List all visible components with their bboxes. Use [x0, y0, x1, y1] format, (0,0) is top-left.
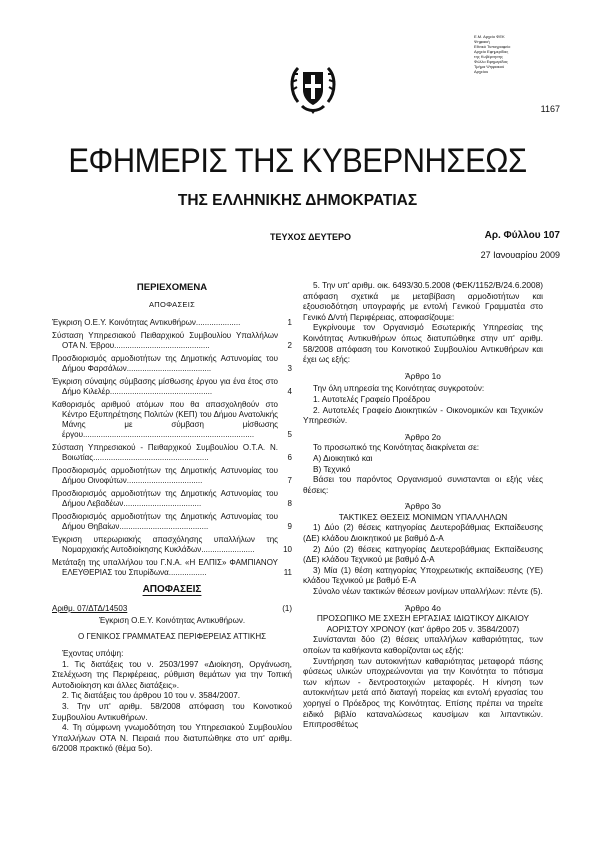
decision-authority: Ο ΓΕΝΙΚΟΣ ΓΡΑΜΜΑΤΕΑΣ ΠΕΡΙΦΕΡΕΙΑΣ ΑΤΤΙΚΗΣ: [77, 632, 267, 641]
paragraph: Β) Τεχνικό: [313, 463, 351, 474]
paragraph: Εγκρίνουμε τον Οργανισμό Εσωτερικής Υπηρεσίας της Κοινότητας Αντικυθήρων όπως διατυπώθηκε στην υπ' αριθμ. 58/2008 απόφαση του Κοινοτικού Συμβουλίου Αντικυθήρων και έχει ως εξής:: [303, 322, 543, 365]
sheet-number-line: [460, 230, 560, 241]
contents-list: [52, 318, 292, 581]
archive-stamp: [474, 34, 534, 74]
paragraph: 1. Αυτοτελές Γραφείο Προέδρου: [313, 393, 431, 404]
article-title: Άρθρο 2ο: [405, 431, 441, 442]
contents-item[interactable]: [52, 535, 292, 555]
paragraph: Το προσωπικό της Κοινότητας διακρίνεται σε:: [313, 442, 480, 453]
stamp-line: Τμήμα Ψηφιακού: [474, 64, 505, 69]
contents-item-page: 10: [283, 545, 292, 554]
paragraph: 4. Τη σύμφωνη γνωμοδότηση του Υπηρεσιακού Συμβουλίου Υπαλλήλων ΟΤΑ Ν. Πειραιά που διατυπώθηκε στο υπ' αριθμ. 6/2008 πρακτικό (θέμα 5ο).: [52, 722, 292, 754]
paragraph: 2. Αυτοτελές Γραφείο Διοικητικών - Οικονομικών και Τεχνικών Υπηρεσιών.: [303, 404, 543, 426]
masthead-subtitle: ΤΗΣ ΕΛΛΗΝΙΚΗΣ ΔΗΜΟΚΡΑΤΙΑΣ: [177, 192, 418, 209]
paragraph: 1) Δύο (2) θέσεις κατηγορίας Δευτεροβάθμιας Εκπαίδευσης (ΔΕ) κλάδου Διοικητικού με βαθμό Δ-Α: [303, 522, 543, 544]
stamp-line: Αρχείο Εφημερίδας: [474, 49, 509, 54]
paragraph: 1. Τις διατάξεις του ν. 2503/1997 «Διοίκηση, Οργάνωση, Στελέχωση της Περιφέρειας, ρύθμιση θεμάτων για την Τοπική Αυτοδιοίκηση και άλλες διατάξεις».: [52, 658, 292, 690]
paragraph: 2) Δύο (2) θέσεις κατηγορίας Δευτεροβάθμιας Εκπαίδευσης (ΔΕ) κλάδου Τεχνικού με βαθμό Δ-Α: [303, 543, 543, 565]
sheet-label: Αρ. Φύλλου: [484, 230, 541, 241]
contents-item[interactable]: [52, 443, 292, 463]
decision-number-line: [52, 604, 292, 614]
decision-number: Αριθμ. 07/ΔΤΔ/14503: [52, 604, 128, 613]
paragraph: Συνίστανται δύο (2) θέσεις υπαλλήλων καθαριότητας, των οποίων τα καθήκοντα καθορίζονται ως εξής:: [303, 634, 543, 655]
stamp-line: Ψηφιακή: [474, 39, 490, 44]
contents-item-page: 2: [287, 341, 292, 350]
decision-body-left: [52, 648, 292, 754]
stamp-line: Φύλλο Εφημερίδας: [474, 59, 508, 64]
issue-series: ΤΕΥΧΟΣ ΔΕΥΤΕΡΟ: [270, 232, 352, 242]
having-regard: Έχοντας υπόψη:: [62, 648, 124, 658]
contents-item-page: 9: [287, 522, 292, 531]
article-title: Άρθρο 1ο: [405, 370, 441, 381]
contents-item-text: Καθορισμός αριθμού ατόμων που θα απασχοληθούν στο Κέντρο Εξυπηρέτησης Πολιτών (ΚΕΠ) του Δήμου Ανατολικής Μάνης με σύμβαση μίσθωσης έργου.............................................................................: [52, 400, 278, 439]
article-title: Άρθρο 3ο: [405, 501, 441, 512]
article-title: Άρθρο 4ο: [405, 602, 441, 613]
decisions-heading: ΑΠΟΦΑΣΕΙΣ: [142, 584, 202, 595]
contents-subheading: ΑΠΟΦΑΣΕΙΣ: [148, 300, 196, 309]
contents-item[interactable]: [52, 489, 292, 509]
masthead-title: ΕΦΗΜΕΡΙΣ ΤΗΣ ΚΥΒΕΡΝΗΣΕΩΣ: [68, 140, 527, 181]
contents-item-text: Έγκριση σύναψης σύμβασης μίσθωσης έργου για ένα έτος στο Δήμο Κιλελέρ..............................................: [52, 377, 278, 396]
contents-item-text: Προσδιορισμός αρμοδιοτήτων της Δημοτικής Αστυνομίας του Δήμου Φαρσάλων......................................: [52, 354, 278, 373]
contents-item-text: Σύσταση Υπηρεσιακού - Πειθαρχικού Συμβουλίου Ο.Τ.Α. Ν. Βοιωτίας....................................................: [52, 443, 278, 462]
stamp-line: Ε.Μ. Αρχείο ΦΕΚ: [474, 34, 505, 39]
contents-item-text: Σύσταση Υπηρεσιακού Πειθαρχικού Συμβουλίου Υπαλλήλων ΟΤΑ Ν. Έβρου...........................................: [52, 331, 278, 350]
decision-title: Έγκριση Ο.Ε.Υ. Κοινότητας Αντικυθήρων.: [98, 616, 246, 625]
issue-date: 27 Ιανουαρίου 2009: [480, 250, 560, 260]
contents-item-page: 4: [287, 387, 292, 396]
contents-item-text: Προσδιορισμός αρμοδιοτήτων της Δημοτικής Αστυνομίας του Δήμου Λεβαδέων...................................: [52, 489, 278, 508]
paragraph: 5. Την υπ' αριθμ. οικ. 6493/30.5.2008 (ΦΕΚ/1152/Β/24.6.2008) απόφαση σχετικά με μεταβίβαση αρμοδιοτήτων και εξουσιοδότηση υπογραφής με εντολή Γενικού Γραμματέα στο Γενικό Δ/ντή Περιφέρειας, αποφασίζουμε:: [303, 280, 543, 322]
article-subtitle: ΤΑΚΤΙΚΕΣ ΘΕΣΕΙΣ ΜΟΝΙΜΩΝ ΥΠΑΛΛΗΛΩΝ: [338, 511, 508, 522]
decision-marker: (1): [282, 604, 292, 613]
contents-item-page: 3: [287, 364, 292, 373]
contents-item[interactable]: [52, 512, 292, 532]
contents-item[interactable]: [52, 400, 292, 440]
contents-item-text: Έγκριση Ο.Ε.Υ. Κοινότητας Αντικυθήρων....................: [52, 318, 241, 327]
sheet-number: 107: [543, 230, 560, 241]
contents-item-page: 8: [287, 499, 292, 508]
stamp-line: Εθνικό Τυπογραφείο: [474, 44, 511, 49]
paragraph: Βάσει του παρόντος Οργανισμού συνιστανται οι εξής νέες θέσεις:: [303, 474, 543, 495]
paragraph: Συντήρηση των αυτοκινήτων καθαριότητας μεταφορά πάσης φύσεως υλικών υποχρεώνονται για την Κοινότητα το πότισμα των κήπων - δεντροστοιχιών μεταφορές. Η κίνηση των αυτοκινήτων μετά από διαταγή πορείας και εντολή εργασίας του χορηγεί ο Πρόεδρος της Κοινότητας. Επίσης πρέπει να τηρείτε ειδικό βιβλίο καταναλώσεως καυσίμων και λιπαντικών. Επιπροσθέτως: [303, 655, 543, 730]
coat-of-arms-icon: [288, 62, 338, 120]
contents-item[interactable]: [52, 354, 292, 374]
contents-item-text: Προσδιορισμός αρμοδιοτήτων της Δημοτικής Αστυνομίας του Δήμου Θηβαίων........................................: [52, 512, 278, 531]
paragraph: Α) Διοικητικό και: [313, 452, 373, 463]
contents-item-text: Μετάταξη της υπαλλήλου του Γ.Ν.Α. «Η ΕΛΠΙΣ» ΦΑΜΠΙΑΝΟΥ ΕΛΕΥΘΕΡΙΑΣ του Σπυρίδωνα.................: [52, 558, 278, 577]
contents-item[interactable]: [52, 466, 292, 486]
contents-item-page: 11: [283, 568, 292, 577]
stamp-line: Αρχείου: [474, 69, 489, 74]
paragraph: Σύνολο νέων τακτικών θέσεων μονίμων υπαλλήλων: πέντε (5).: [313, 586, 543, 597]
contents-item[interactable]: [52, 558, 292, 578]
paragraph: 2. Τις διατάξεις του άρθρου 10 του ν. 3584/2007.: [62, 690, 241, 701]
stamp-line: της Κυβέρνησης: [474, 54, 503, 59]
paragraph: 3) Μία (1) θέση κατηγορίας Υποχρεωτικής εκπαίδευσης (ΥΕ) κλάδου Τεχνικού με βαθμό Ε-Α: [303, 564, 543, 586]
contents-item[interactable]: [52, 377, 292, 397]
contents-item-page: 6: [287, 453, 292, 462]
contents-item-page: 1: [287, 318, 292, 327]
paragraph: Την όλη υπηρεσία της Κοινότητας συγκροτούν:: [313, 383, 485, 394]
contents-item-text: Προσδιορισμός αρμοδιοτήτων της Δημοτικής Αστυνομίας του Δήμου Οινοφύτων..................................: [52, 466, 278, 485]
contents-item-page: 5: [287, 430, 292, 439]
paragraph: 3. Την υπ' αριθμ. 58/2008 απόφαση του Κοινοτικού Συμβουλίου Αντικυθήρων.: [52, 700, 292, 722]
contents-item[interactable]: [52, 318, 292, 328]
article-subtitle: ΠΡΟΣΩΠΙΚΟ ΜΕ ΣΧΕΣΗ ΕΡΓΑΣΙΑΣ ΙΔΙΩΤΙΚΟΥ ΔΙΚΑΙΟΥ ΑΟΡΙΣΤΟΥ ΧΡΟΝΟΥ (κατ' άρθρο 205 ν. 3584/2007): [316, 613, 530, 634]
contents-heading: ΠΕΡΙΕΧΟΜΕΝΑ: [136, 282, 208, 293]
page-number: 1167: [540, 104, 560, 114]
contents-item-text: Έγκριση υπερωριακής απασχόλησης υπαλλήλων της Νομαρχιακής Αυτοδιοίκησης Κυκλάδων........................: [52, 535, 278, 554]
contents-item[interactable]: [52, 331, 292, 351]
contents-item-page: 7: [287, 476, 292, 485]
decision-body-right: [303, 280, 543, 730]
